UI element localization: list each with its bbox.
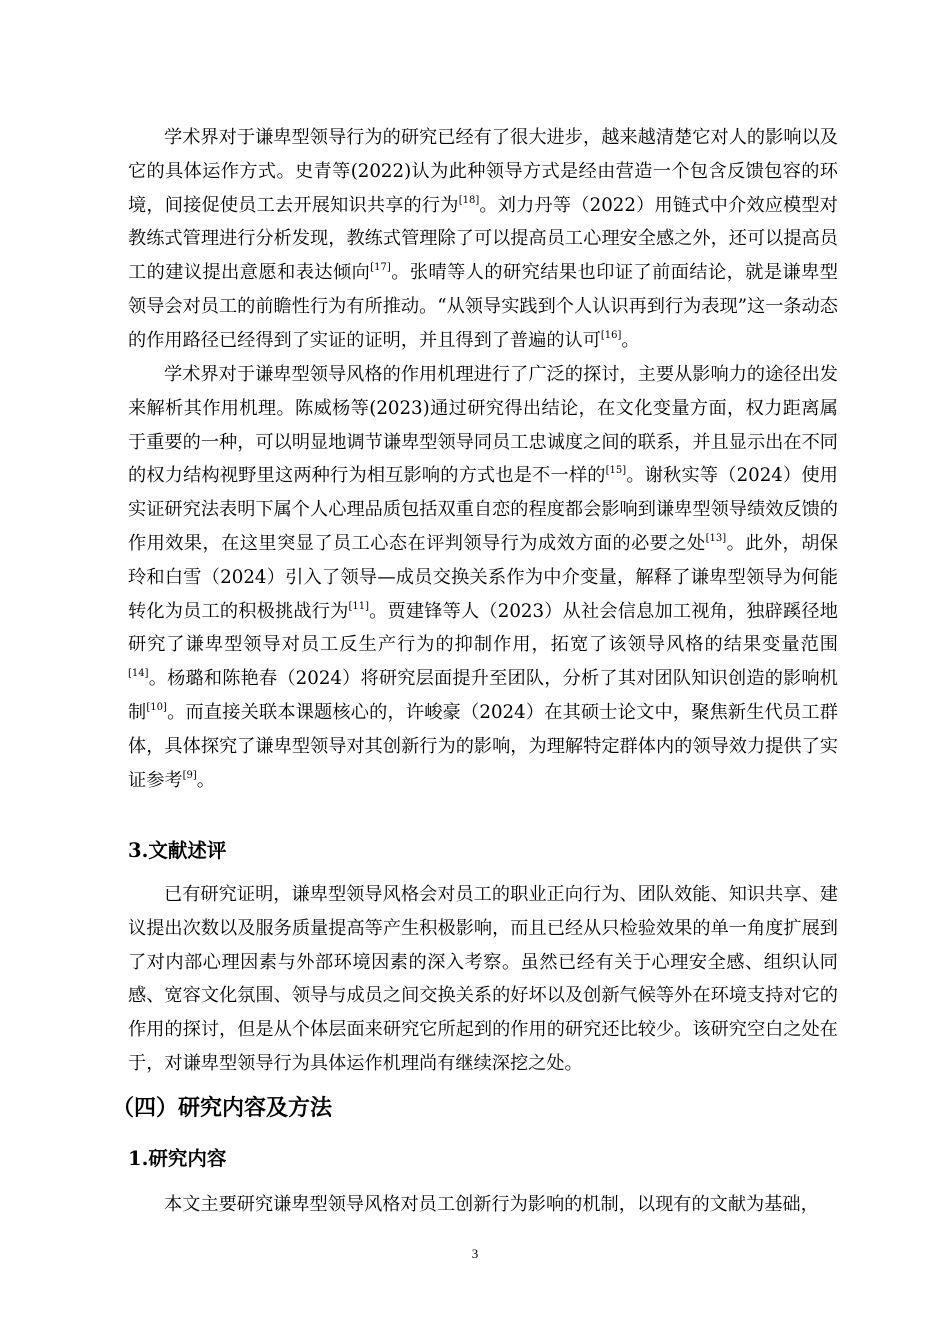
paragraph-text: 。张晴等人的研究结果也印证了前面结论，就是谦卑型领导会对员工的前瞻性行为有所推动。“从领导实践到个人认识再到行为表现”这一条动态的作用路径已经得到了实证的证明，并且得到了普遍的认可 (128, 262, 838, 351)
citation-marker: [16] (600, 329, 622, 341)
citation-marker: [17] (370, 262, 391, 274)
paragraph-text: 。 (621, 329, 640, 351)
paragraph-3 (128, 878, 838, 1081)
paragraph-text: 。谢秋实等（2024）使用实证研究法表明下属个人心理品质包括双重自恋的程度都会影响到谦卑型领导绩效反馈的作用效果，在这里突显了员工心态在评判领导行为成效方面的必要之处 (128, 465, 838, 554)
heading-research-content: 1.研究内容 (128, 1147, 227, 1170)
citation-marker: [15] (605, 465, 627, 477)
citation-marker: [9] (182, 769, 197, 781)
paragraph-text: 已有研究证明，谦卑型领导风格会对员工的职业正向行为、团队效能、知识共享、建议提出次数以及服务质量提高等产生积极影响，而且已经从只检验效果的单一角度扩展到了对内部心理因素与外部环境因素的深入考察。虽然已经有关于心理安全感、组织认同感、宽容文化氛围、领导与成员之间交换关系的好坏以及创新气候等外在环境支持对它的作用的探讨，但是从个体层面来研究它所起到的作用的研究还比较少。该研究空白之处在于，对谦卑型领导行为具体运作机理尚有继续深挖之处。 (128, 884, 838, 1074)
citation-marker: [11] (348, 600, 369, 612)
paragraph-text: 本文主要研究谦卑型领导风格对员工创新行为影响的机制，以现有的文献为基础， (164, 1194, 819, 1215)
citation-marker: [14] (128, 668, 149, 680)
paragraph-text: 学术界对于谦卑型领导行为的研究已经有了很大进步，越来越清楚它对人的影响以及它的具体运作方式。史青等(2022)认为此种领导方式是经由营造一个包含反馈包容的环境，间接促使员工去开展知识共享的行为 (128, 127, 838, 216)
paragraph-text: 学术界对于谦卑型领导风格的作用机理进行了广泛的探讨，主要从影响力的途径出发来解析其作用机理。陈威杨等(2023)通过研究得出结论，在文化变量方面，权力距离属于重要的一种，可以明显地调节谦卑型领导同员工忠诚度之间的联系，并且显示出在不同的权力结构视野里这两种行为相互影响的方式也是不一样的 (128, 364, 838, 487)
paragraph-1 (128, 121, 838, 358)
paragraph-text: 。此外，胡保玲和白雪（2024）引入了领导—成员交换关系作为中介变量，解释了谦卑型领导为何能转化为员工的积极挑战行为 (128, 532, 838, 622)
paragraph-text: 。而直接关联本课题核心的，许峻豪（2024）在其硕士论文中，聚焦新生代员工群体，具体探究了谦卑型领导对其创新行为的影响，为理解特定群体内的领导效力提供了实证参考 (128, 701, 838, 791)
citation-marker: [18] (458, 194, 480, 206)
paragraph-text: 。刘力丹等（2022）用链式中介效应模型对教练式管理进行分析发现，教练式管理除了可以提高员工心理安全感之外，还可以提高员工的建议提出意愿和表达倾向 (128, 194, 838, 284)
paragraph-text: 。 (196, 769, 215, 791)
paragraph-text: 。杨璐和陈艳春（2024）将研究层面提升至团队，分析了其对团队知识创造的影响机制 (128, 668, 838, 723)
citation-marker: [10] (146, 701, 167, 713)
paragraph-text: 。贾建锋等人（2023）从社会信息加工视角，独辟蹊径地研究了谦卑型领导对员工反生产行为的抑制作用，拓宽了该领导风格的结果变量范围 (128, 600, 838, 656)
citation-marker: [13] (705, 532, 727, 544)
page-number: 3 (471, 1246, 479, 1261)
paragraph-2 (128, 358, 838, 797)
heading-research-content-methods: （四）研究内容及方法 (112, 1096, 333, 1121)
heading-literature-review: 3.文献述评 (128, 839, 227, 862)
paragraph-4 (128, 1188, 838, 1222)
